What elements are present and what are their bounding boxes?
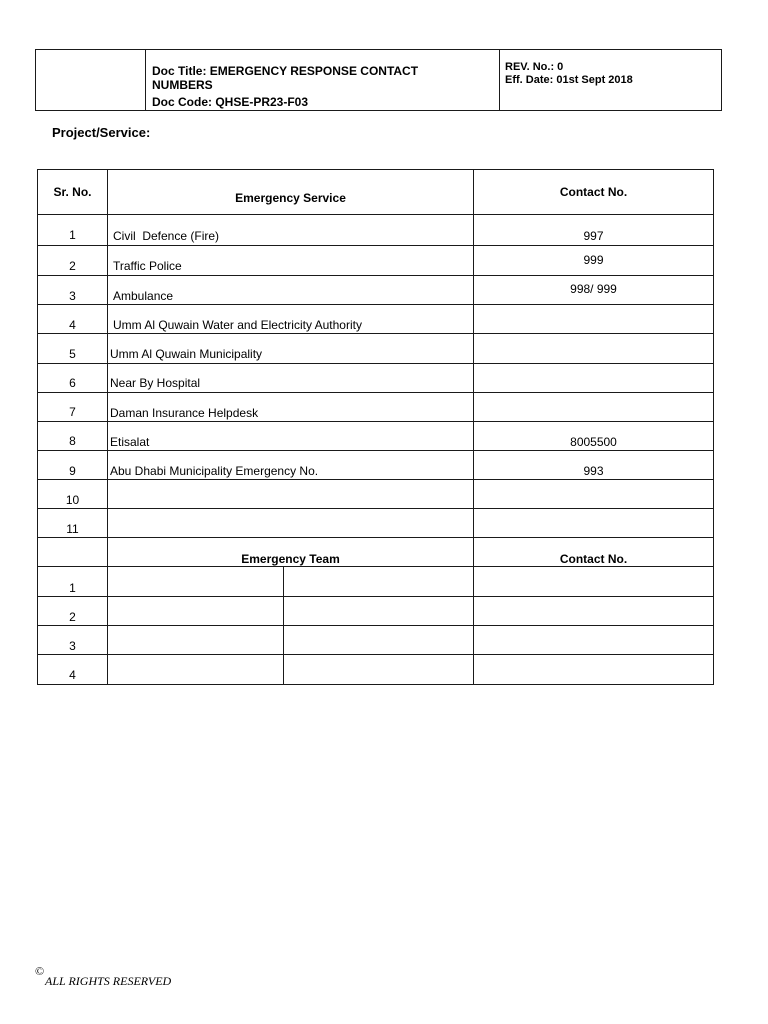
row-service: Umm Al Quwain Municipality (110, 347, 263, 361)
row-line (37, 392, 714, 393)
row-line (37, 508, 714, 509)
team-row-sr: 3 (69, 639, 76, 653)
header-divider-right (499, 49, 500, 111)
row-sr: 4 (69, 318, 76, 332)
header-divider-left (145, 49, 146, 111)
row-line (37, 596, 714, 597)
row-contact: 8005500 (570, 435, 617, 449)
row-contact: 999 (583, 253, 604, 267)
row-line (37, 450, 714, 451)
copyright-symbol: © (35, 964, 45, 978)
row-sr: 10 (65, 493, 80, 507)
row-sr: 1 (69, 228, 76, 242)
row-line (37, 566, 714, 567)
row-service: Etisalat (110, 435, 150, 449)
row-sr: 7 (69, 405, 76, 419)
row-sr: 3 (69, 289, 76, 303)
row-contact: 993 (583, 464, 604, 478)
row-sr: 6 (69, 376, 76, 390)
row-line (37, 214, 714, 215)
team-row-sr: 1 (69, 581, 76, 595)
team-row-sr: 4 (69, 668, 76, 682)
doc-title (152, 64, 492, 92)
row-service: Traffic Police (113, 259, 182, 273)
team-row-sr: 2 (69, 610, 76, 624)
col-divider-sr (107, 169, 108, 685)
row-sr: 5 (69, 347, 76, 361)
row-service: Civil Defence (Fire) (113, 229, 220, 243)
row-line (37, 625, 714, 626)
row-line (37, 304, 714, 305)
row-service: Daman Insurance Helpdesk (110, 406, 259, 420)
doc-title-value-line2: NUMBERS (152, 78, 213, 92)
header-contact-no: Contact No. (559, 185, 628, 199)
row-contact: 998/ 999 (570, 282, 617, 296)
row-sr: 9 (69, 464, 76, 478)
row-contact: 997 (583, 229, 604, 243)
header-emergency-service: Emergency Service (235, 191, 346, 205)
row-line (37, 245, 714, 246)
col-divider-contact (473, 169, 474, 685)
all-rights-reserved: ALL RIGHTS RESERVED (45, 974, 172, 988)
rev-no: REV. No.: 0 (505, 61, 564, 73)
doc-code: Doc Code: QHSE-PR23-F03 (152, 95, 309, 109)
row-line (37, 654, 714, 655)
row-service: Ambulance (113, 289, 174, 303)
header-emergency-team: Emergency Team (241, 552, 340, 566)
doc-title-label: Doc Title: (152, 64, 207, 78)
row-line (37, 363, 714, 364)
row-line (37, 421, 714, 422)
eff-date: Eff. Date: 01st Sept 2018 (505, 74, 633, 86)
row-service: Near By Hospital (110, 376, 201, 390)
row-line (37, 275, 714, 276)
row-sr: 8 (69, 434, 76, 448)
row-service: Umm Al Quwain Water and Electricity Authority (113, 318, 362, 332)
row-sr: 2 (69, 259, 76, 273)
project-service-label: Project/Service: (52, 125, 151, 140)
header-team-contact-no: Contact No. (559, 552, 628, 566)
header-sr-no: Sr. No. (53, 185, 92, 199)
row-service: Abu Dhabi Municipality Emergency No. (110, 464, 319, 478)
doc-title-value: EMERGENCY RESPONSE CONTACT (209, 64, 419, 78)
row-line (37, 479, 714, 480)
emergency-contacts-table (37, 169, 714, 685)
logo-area (36, 50, 145, 110)
row-sr: 11 (66, 522, 79, 536)
row-line (37, 333, 714, 334)
row-line (37, 537, 714, 538)
